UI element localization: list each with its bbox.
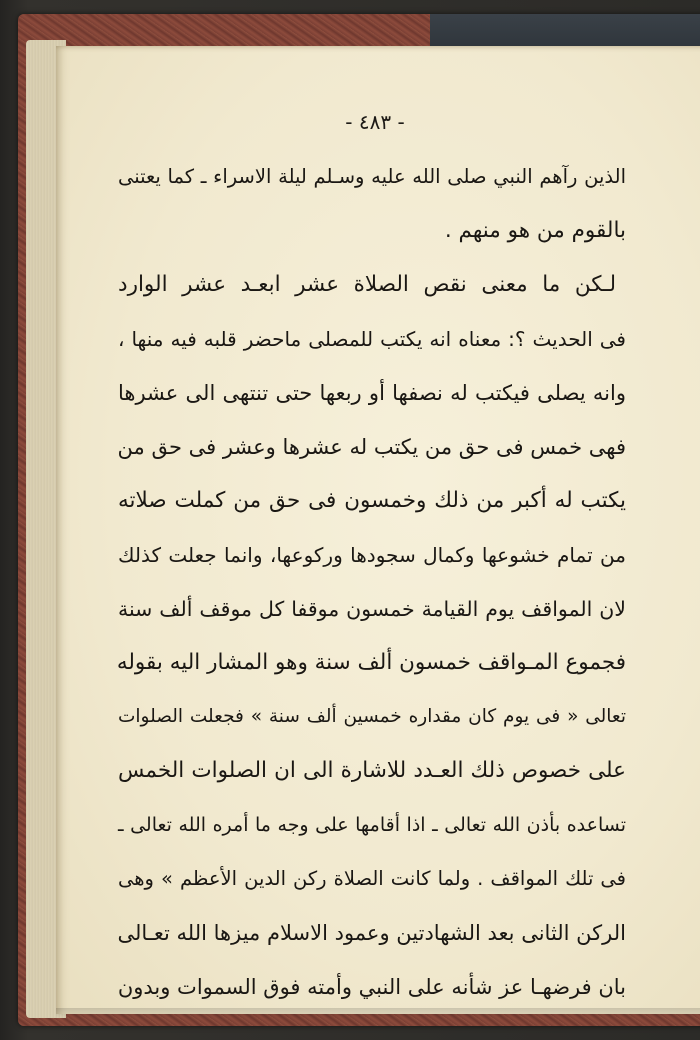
text-line: لـكن ما معنى نقص الصلاة عشر ابعـد عشر الوارد bbox=[118, 272, 616, 298]
text-line: تساعده بأذن الله تعالى ـ اذا أقامها على وجه ما أمره الله تعالى ـ bbox=[118, 813, 626, 836]
text-line: يكتب له أكبر من ذلك وخمسون فى حق من كملت صلاته bbox=[118, 488, 626, 514]
text-line: تعالى « فى يوم كان مقداره خمسين ألف سنة » فجعلت الصلوات bbox=[118, 705, 626, 727]
text-line: فهى خمس فى حق من يكتب له عشرها وعشر فى حق من bbox=[117, 434, 626, 459]
text-line: فى الحديث ؟: معناه انه يكتب للمصلى ماحضر قلبه فيه منها ، bbox=[118, 327, 626, 351]
page-bottom-shadow bbox=[56, 1008, 700, 1018]
text-line: بان فرضهـا عز شأنه على النبي وأمته فوق السموات وبدون bbox=[117, 974, 626, 999]
text-line: فجموع المـواقف خمسون ألف سنة وهو المشار اليه بقوله bbox=[116, 650, 626, 676]
text-line: من تمام خشوعها وكمال سجودها وركوعها، وانما جعلت كذلك bbox=[118, 543, 626, 567]
text-line: بالقوم من هو منهم . bbox=[444, 218, 626, 244]
text-line: على خصوص ذلك العـدد للاشارة الى ان الصلوات الخمس bbox=[118, 758, 626, 784]
text-line: فى تلك المواقف . ولما كانت الصلاة ركن الدين الأعظم » وهى bbox=[118, 867, 626, 891]
text-line: الذين رآهم النبي صلى الله عليه وسـلم ليلة الاسراء ـ كما يعتنى bbox=[118, 165, 626, 189]
page-number: - ٤٨٣ - bbox=[345, 110, 405, 134]
text-line: وانه يصلى فيكتب له نصفها أو ربعها حتى تنتهى الى عشرها bbox=[118, 380, 626, 405]
text-line: الركن الثانى بعد الشهادتين وعمود الاسلام ميزها الله تعـالى bbox=[117, 920, 626, 945]
book-cover-corner bbox=[430, 14, 700, 50]
text-line: لان المواقف يوم القيامة خمسون موقفا كل موقف ألف سنة bbox=[118, 596, 626, 621]
text-block bbox=[118, 150, 626, 1014]
